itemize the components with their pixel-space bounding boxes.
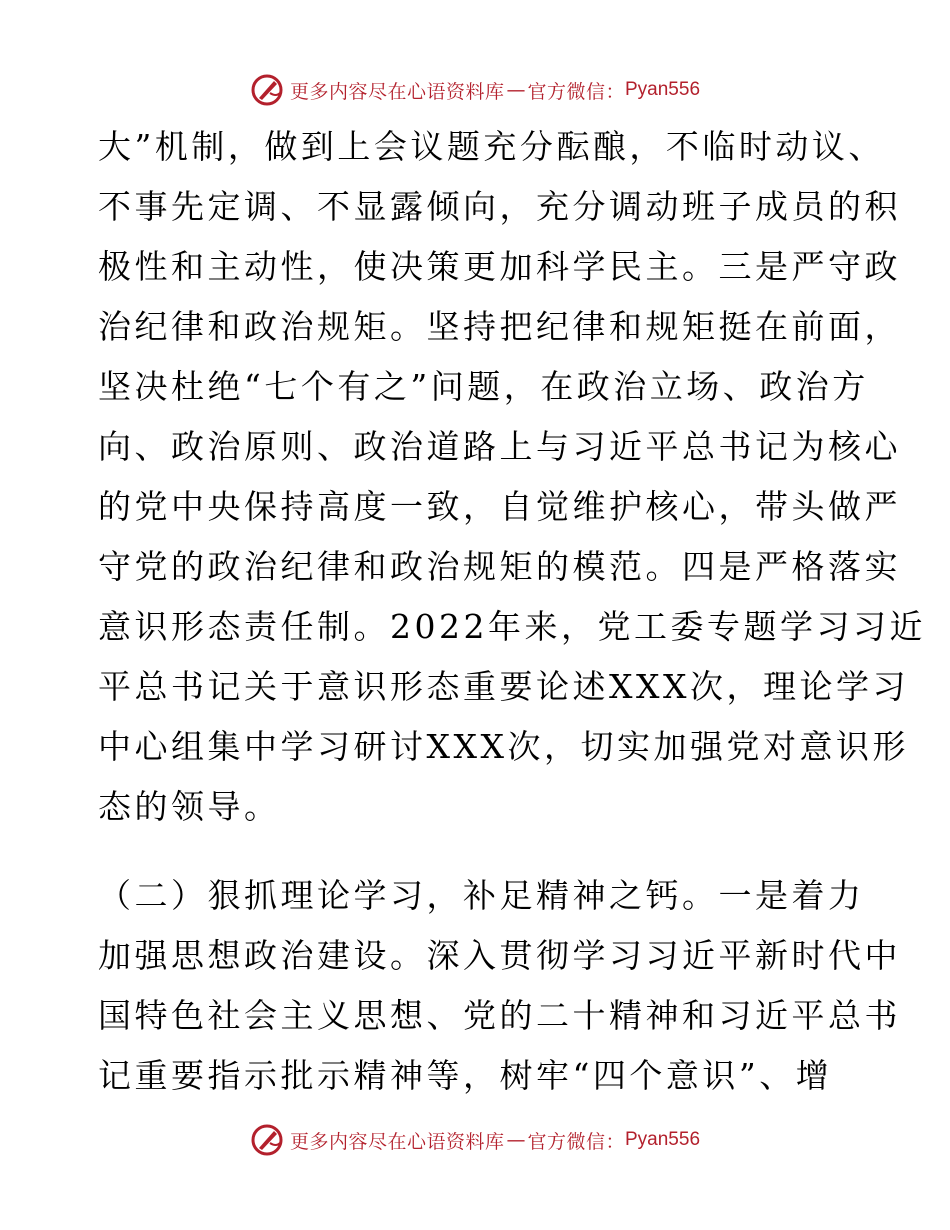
paragraph-gap: [98, 837, 858, 866]
watermark-site-text: 更多内容尽在心语资料库: [289, 80, 505, 103]
text-line: 治纪律和政治规矩。坚持把纪律和规矩挺在前面，: [98, 307, 901, 346]
text-line: 国特色社会主义思想、党的二十精神和习近平总书: [98, 996, 901, 1035]
watermark-handle: Pyan556: [625, 1129, 701, 1150]
text-line: 态的领导。: [98, 787, 281, 826]
text-line: 平总书记关于意识形态重要论述XXX次，理论学习: [98, 667, 909, 706]
quill-logo-icon: [250, 1123, 284, 1157]
text-line: 记重要指示批示精神等，树牢“四个意识”、增: [98, 1056, 833, 1095]
text-line: （二）狠抓理论学习，补足精神之钙。一是着力: [98, 876, 865, 915]
paragraph-2: [98, 866, 901, 1106]
text-line: 坚决杜绝“七个有之”问题，在政治立场、政治方: [98, 367, 869, 406]
header-watermark: [0, 70, 950, 110]
text-line: 极性和主动性，使决策更加科学民主。三是严守政: [98, 247, 901, 286]
text-line: 向、政治原则、政治道路上与习近平总书记为核心: [98, 427, 901, 466]
text-line: 不事先定调、不显露倾向，充分调动班子成员的积: [98, 187, 901, 226]
watermark-handle: Pyan556: [625, 79, 701, 100]
watermark-site-text: 更多内容尽在心语资料库: [289, 1130, 505, 1153]
text-line: 中心组集中学习研讨XXX次，切实加强党对意识形: [98, 727, 909, 766]
watermark-official-text: 官方微信：: [527, 1130, 625, 1153]
watermark-separator: —: [506, 79, 526, 101]
text-line: 的党中央保持高度一致，自觉维护核心，带头做严: [98, 487, 901, 526]
text-line: 大”机制，做到上会议题充分酝酿，不临时动议、: [98, 127, 885, 166]
text-line: 守党的政治纪律和政治规矩的模范。四是严格落实: [98, 547, 901, 586]
watermark-official-text: 官方微信：: [527, 80, 625, 103]
text-line: 意识形态责任制。2022年来，党工委专题学习习近: [98, 607, 926, 646]
quill-logo-icon: [250, 73, 284, 107]
document-body: [98, 117, 926, 1106]
watermark-separator: —: [506, 1129, 526, 1151]
paragraph-1: [98, 117, 926, 837]
footer-watermark: [0, 1120, 950, 1160]
text-line: 加强思想政治建设。深入贯彻学习习近平新时代中: [98, 936, 901, 975]
